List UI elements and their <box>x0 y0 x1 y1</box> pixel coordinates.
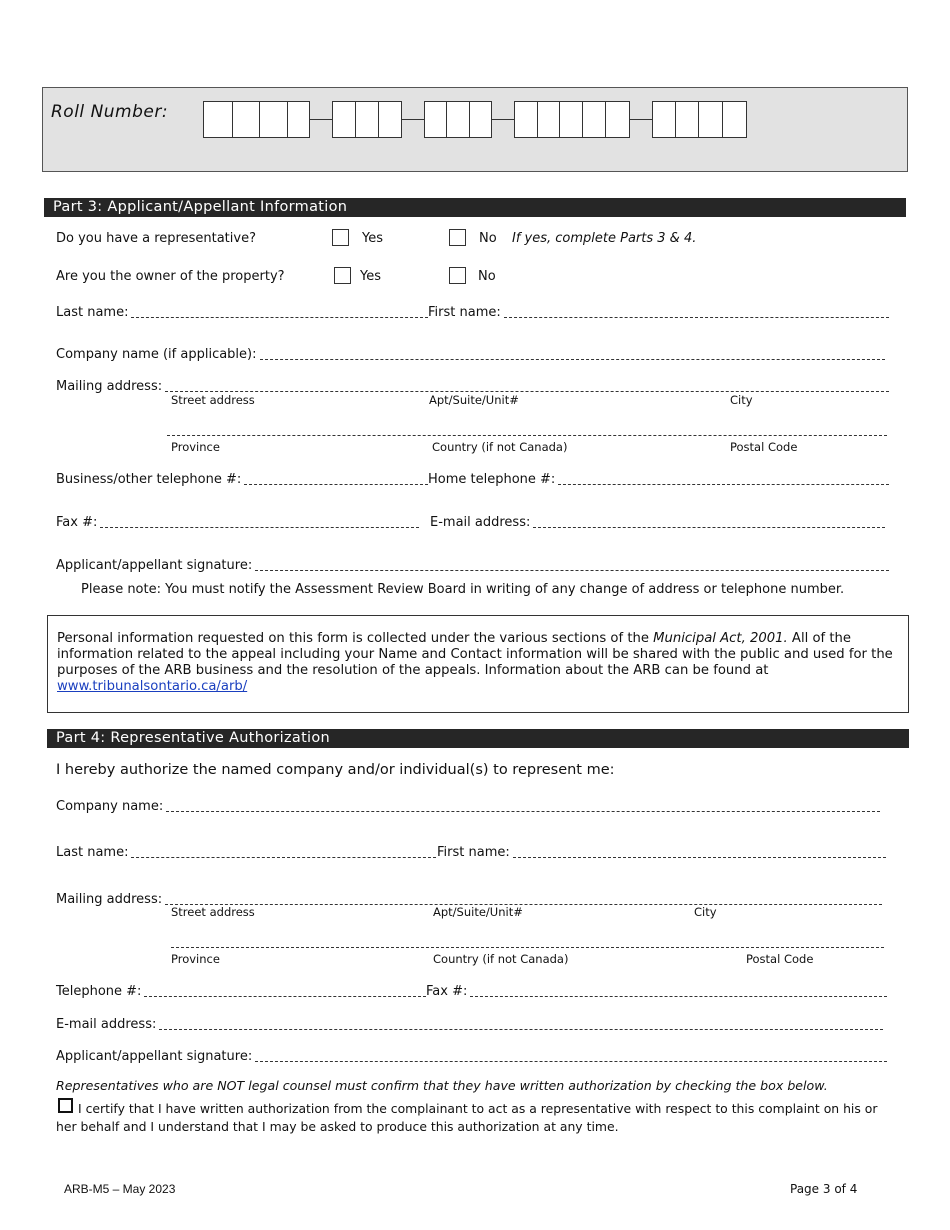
field-line <box>255 1060 887 1062</box>
roll-digit-cell[interactable] <box>379 102 401 137</box>
authorize-statement: I hereby authorize the named company and/or individual(s) to represent me: <box>56 762 615 778</box>
signature-field[interactable] <box>56 555 889 573</box>
rep-address-line-2[interactable] <box>171 947 884 948</box>
privacy-text-after: All of the information related to the appeal including your Name and Contact information will be shared with the public and used for the purposes of the ARB business and the resolution of the appeals. Information about the ARB can be found at <box>57 631 893 678</box>
roll-digit-cell[interactable] <box>233 102 260 137</box>
field-line <box>159 1028 883 1030</box>
roll-digit-cell[interactable] <box>583 102 606 137</box>
representative-yes-label: Yes <box>362 231 383 246</box>
last-name-label: Last name: <box>56 305 129 320</box>
field-line <box>131 856 436 858</box>
representatives-note: Representatives who are NOT legal counsel must confirm that they have written authorization by checking the box below. <box>56 1078 828 1093</box>
roll-digit-cell[interactable] <box>425 102 447 137</box>
privacy-notice <box>47 615 909 713</box>
page-number: Page 3 of 4 <box>790 1182 858 1196</box>
privacy-act: Municipal Act, 2001. <box>653 631 788 646</box>
email-label: E-mail address: <box>430 515 531 530</box>
roll-digit-cell[interactable] <box>356 102 379 137</box>
mailing-address-field[interactable] <box>56 376 889 394</box>
roll-digit-cell[interactable] <box>260 102 288 137</box>
field-line <box>558 483 889 485</box>
country-caption: Country (if not Canada) <box>432 440 568 454</box>
roll-digit-cell[interactable] <box>515 102 538 137</box>
rep-telephone-field[interactable] <box>56 981 426 999</box>
roll-digit-cell[interactable] <box>723 102 746 137</box>
business-phone-field[interactable] <box>56 469 428 487</box>
rep-email-field[interactable] <box>56 1014 883 1032</box>
field-line <box>165 390 889 392</box>
roll-digit-cell[interactable] <box>653 102 676 137</box>
roll-number-group-3[interactable] <box>424 101 492 138</box>
rep-apt-caption: Apt/Suite/Unit# <box>433 905 523 919</box>
field-line <box>144 995 426 997</box>
rep-last-name-label: Last name: <box>56 845 129 860</box>
mailing-address-label: Mailing address: <box>56 379 163 394</box>
owner-no-label: No <box>478 269 496 284</box>
roll-number-group-5[interactable] <box>652 101 747 138</box>
representative-yes-checkbox[interactable] <box>332 229 349 246</box>
owner-no-checkbox[interactable] <box>449 267 466 284</box>
rep-company-name-label: Company name: <box>56 799 164 814</box>
representative-question: Do you have a representative? <box>56 231 256 246</box>
field-line <box>100 526 419 528</box>
part4-header: Part 4: Representative Authorization <box>47 729 909 748</box>
email-field[interactable] <box>430 512 885 530</box>
roll-number-label: Roll Number: <box>51 102 169 122</box>
rep-mailing-address-label: Mailing address: <box>56 892 163 907</box>
rep-fax-label: Fax #: <box>426 984 468 999</box>
signature-label: Applicant/appellant signature: <box>56 558 253 573</box>
please-note: Please note: You must notify the Assessment Review Board in writing of any change of address or telephone number. <box>81 582 845 597</box>
field-line <box>244 483 428 485</box>
field-line <box>504 316 889 318</box>
first-name-field[interactable] <box>428 302 889 320</box>
rep-first-name-field[interactable] <box>437 842 886 860</box>
certify-statement <box>56 1100 898 1136</box>
roll-separator <box>630 119 652 120</box>
company-name-field[interactable] <box>56 344 885 362</box>
rep-postal-code-caption: Postal Code <box>746 952 814 966</box>
roll-digit-cell[interactable] <box>333 102 356 137</box>
owner-yes-label: Yes <box>360 269 381 284</box>
field-line <box>166 810 880 812</box>
rep-email-label: E-mail address: <box>56 1017 157 1032</box>
roll-digit-cell[interactable] <box>699 102 723 137</box>
rep-company-name-field[interactable] <box>56 796 880 814</box>
roll-separator <box>310 119 332 120</box>
rep-first-name-label: First name: <box>437 845 510 860</box>
form-id: ARB-M5 – May 2023 <box>64 1182 176 1196</box>
rep-fax-field[interactable] <box>426 981 887 999</box>
representative-no-checkbox[interactable] <box>449 229 466 246</box>
roll-digit-cell[interactable] <box>204 102 233 137</box>
fax-field[interactable] <box>56 512 419 530</box>
field-line <box>255 569 889 571</box>
city-caption: City <box>730 393 753 407</box>
field-line <box>533 526 885 528</box>
rep-country-caption: Country (if not Canada) <box>433 952 569 966</box>
field-line <box>470 995 887 997</box>
address-line-2[interactable] <box>167 435 887 436</box>
roll-digit-cell[interactable] <box>288 102 309 137</box>
field-line <box>260 358 886 360</box>
representative-no-label: No <box>479 231 497 246</box>
roll-digit-cell[interactable] <box>606 102 629 137</box>
home-phone-label: Home telephone #: <box>428 472 556 487</box>
fax-label: Fax #: <box>56 515 98 530</box>
roll-digit-cell[interactable] <box>447 102 470 137</box>
rep-city-caption: City <box>694 905 717 919</box>
privacy-text-before: Personal information requested on this form is collected under the various sections of the <box>57 631 654 646</box>
company-name-label: Company name (if applicable): <box>56 347 257 362</box>
last-name-field[interactable] <box>56 302 428 320</box>
owner-question: Are you the owner of the property? <box>56 269 285 284</box>
province-caption: Province <box>171 440 220 454</box>
roll-digit-cell[interactable] <box>676 102 699 137</box>
rep-street-address-caption: Street address <box>171 905 255 919</box>
business-phone-label: Business/other telephone #: <box>56 472 242 487</box>
if-yes-note: If yes, complete Parts 3 & 4. <box>512 231 697 246</box>
roll-digit-cell[interactable] <box>470 102 491 137</box>
first-name-label: First name: <box>428 305 501 320</box>
rep-province-caption: Province <box>171 952 220 966</box>
roll-digit-cell[interactable] <box>560 102 583 137</box>
rep-last-name-field[interactable] <box>56 842 436 860</box>
certify-text: I certify that I have written authorization from the complainant to act as a representative with respect to this complaint on his or her behalf and I understand that I may be asked to produce this authorization at any time. <box>56 1101 878 1134</box>
roll-number-group-2[interactable] <box>332 101 402 138</box>
home-phone-field[interactable] <box>428 469 889 487</box>
roll-digit-cell[interactable] <box>538 102 560 137</box>
field-line <box>513 856 886 858</box>
part3-header: Part 3: Applicant/Appellant Information <box>44 198 906 217</box>
postal-code-caption: Postal Code <box>730 440 798 454</box>
roll-separator <box>402 119 424 120</box>
street-address-caption: Street address <box>171 393 255 407</box>
roll-number-group-4[interactable] <box>514 101 630 138</box>
rep-signature-label: Applicant/appellant signature: <box>56 1049 253 1064</box>
tribunals-link[interactable]: www.tribunalsontario.ca/arb/ <box>57 679 248 694</box>
rep-signature-field[interactable] <box>56 1046 887 1064</box>
roll-separator <box>492 119 514 120</box>
field-line <box>131 316 428 318</box>
roll-number-panel <box>42 87 908 172</box>
owner-yes-checkbox[interactable] <box>334 267 351 284</box>
roll-number-group-1[interactable] <box>203 101 310 138</box>
rep-telephone-label: Telephone #: <box>56 984 142 999</box>
apt-caption: Apt/Suite/Unit# <box>429 393 519 407</box>
field-line <box>165 903 882 905</box>
